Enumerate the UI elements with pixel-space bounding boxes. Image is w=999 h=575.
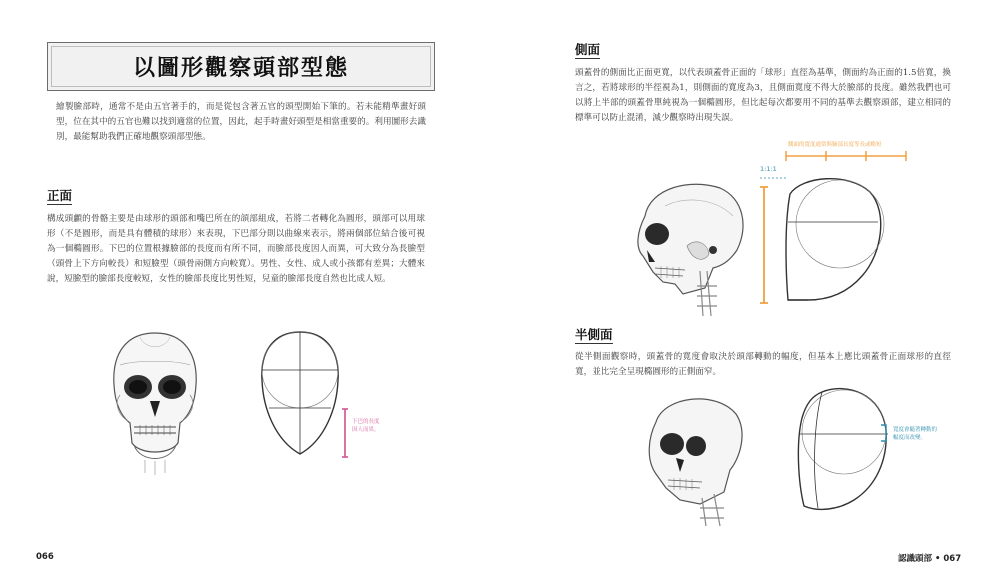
- width-change-bracket: [880, 424, 892, 442]
- side-paragraph: 頭蓋骨的側面比正面更寬，以代表頭蓋骨正面的「球形」直徑為基準，側面約為正面的1.5倍寬，換言之，若將球形的半徑視為1，則側面的寬度為3，且側面寬度不得大於臉部的長度。雖然我們也可以將上半部的頭蓋骨單純視為一個橢圓形，但比起每次都要用不同的基準去觀察頭部，建立相同的標準可以防止混淆，減少觀察時出現失誤。: [575, 68, 951, 123]
- three-quarter-paragraph: 從半側面觀察時，頭蓋骨的寬度會取決於頭部轉動的幅度，但基本上應比頭蓋骨正面球形的直徑寬，並比完全呈現橢圓形的正側面窄。: [575, 352, 951, 377]
- chin-note-line-2: 因人而異。: [352, 427, 380, 433]
- chin-length-note: [352, 418, 380, 434]
- three-quarter-heading: 半側面: [575, 327, 613, 342]
- front-head-oval-diagram: [255, 328, 345, 458]
- width-change-note: [893, 426, 937, 442]
- chapter-label: 認識頭部: [898, 554, 933, 564]
- three-quarter-skull-illustration: [636, 388, 746, 528]
- side-heading-underline: [575, 58, 600, 59]
- ratio-label: 1:1:1: [760, 165, 777, 173]
- intro-paragraph: 繪製臉部時，通常不是由五官著手的，而是從包含著五官的頭型開始下筆的。若未能精準畫好頭型，位在其中的五官也難以找到適當的位置，因此，起手時畫好頭型是相當重要的。利用圖形去識別，最能幫助我們正確地觀察頭部型態。: [56, 102, 426, 142]
- front-heading: 正面: [47, 188, 73, 203]
- chapter-title-box: [47, 42, 435, 91]
- left-page-number: 066: [36, 552, 54, 562]
- width-note-line-1: 寬度會隨著轉動的: [893, 427, 938, 433]
- side-heading: 側面: [575, 42, 601, 57]
- chapter-title: 以圖形觀察頭部型態: [132, 56, 349, 81]
- front-skull-illustration: [100, 325, 210, 475]
- chin-length-bracket: [340, 408, 350, 458]
- folio-separator: •: [934, 554, 941, 564]
- chin-note-line-1: 下巴的長度: [352, 419, 380, 425]
- side-width-note: 側面的寬度通常與臉部長度等長或略短: [788, 142, 882, 148]
- face-length-bar: [759, 186, 769, 304]
- side-width-ratio-bar: [785, 150, 910, 162]
- side-head-diagram: [778, 166, 888, 306]
- three-quarter-heading-underline: [575, 343, 613, 344]
- right-page-footer: [898, 552, 961, 564]
- front-paragraph: 構成頭顱的骨骼主要是由球形的頭部和嘴巴所在的頜部組成，若將二者轉化為圓形，頭部可以用球形（不是圓形，而是具有體積的球形）來表現，下巴部分則以曲線來表示，將兩個部位結合後可視為一個橢圓形。下巴的位置根據臉部的長度而有所不同，而臉部長度因人而異，可大致分為長臉型（頭骨上下方向較長）和短臉型（頭骨兩側方向較寬）。男性、女性、成人或小孩都有差異；大體來說，短臉型的臉部長度較短，女性的臉部長度比男性短，兒童的臉部長度自然也比成人短。: [47, 214, 425, 284]
- width-note-line-2: 幅度而改變。: [893, 435, 927, 441]
- side-skull-illustration: [625, 176, 750, 316]
- front-heading-underline: [47, 204, 72, 205]
- right-page-number: 067: [943, 554, 962, 564]
- three-quarter-head-diagram: [792, 382, 892, 516]
